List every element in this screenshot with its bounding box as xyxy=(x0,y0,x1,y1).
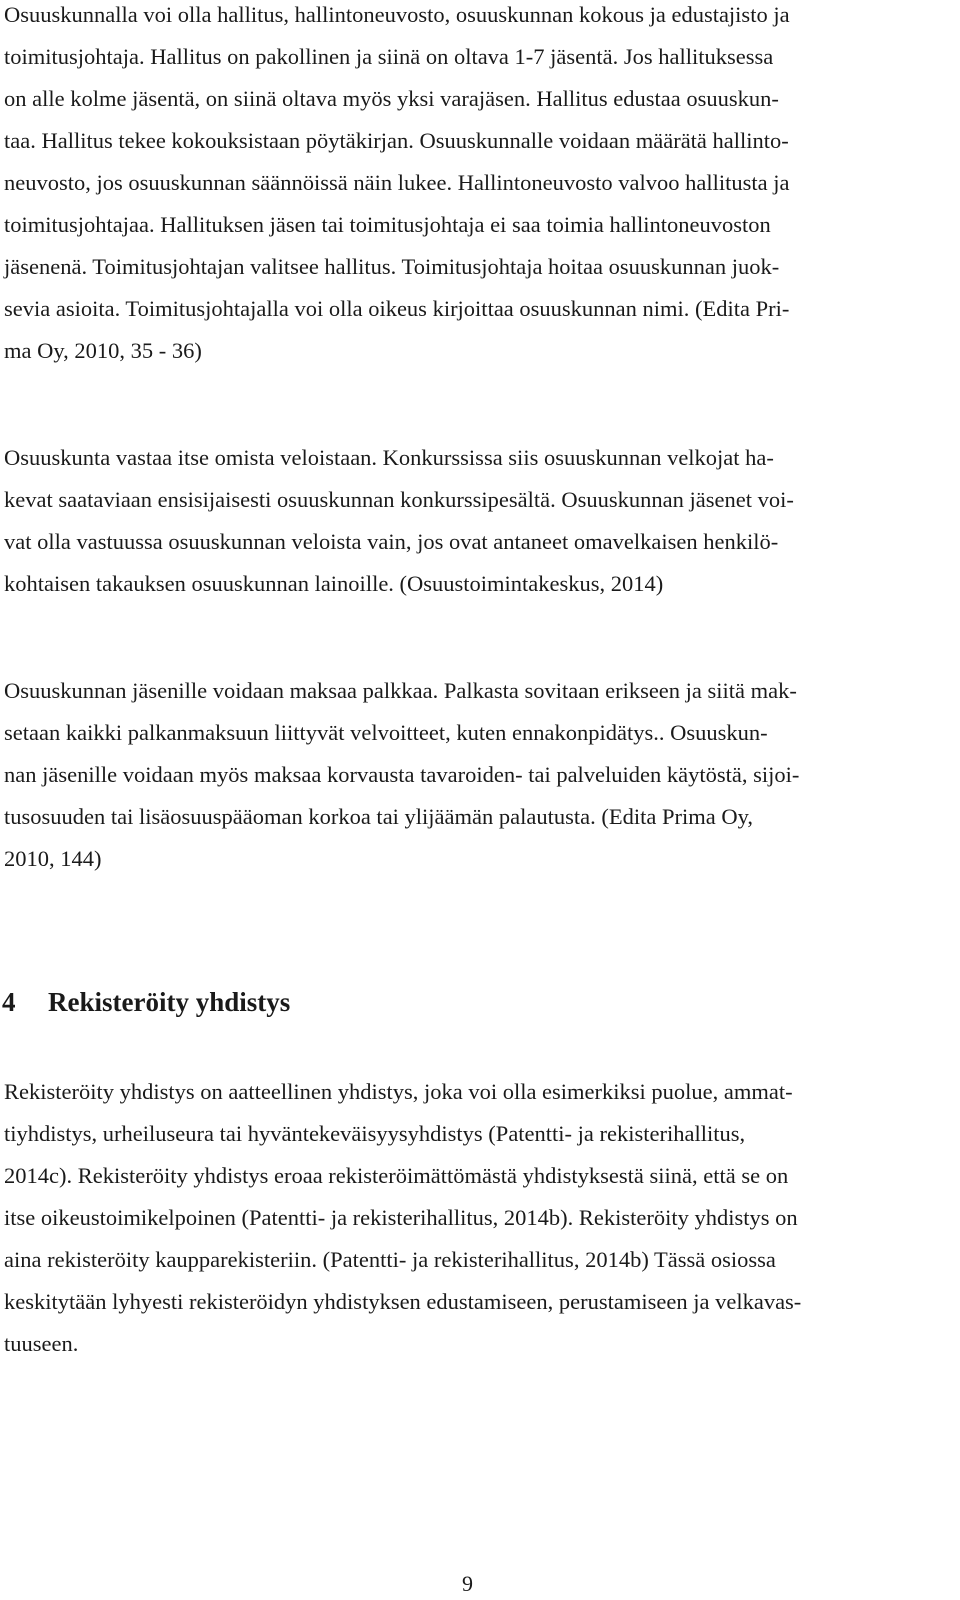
text-line: vat olla vastuussa osuuskunnan veloista vain, jos ovat antaneet omavelkaisen henkilö- xyxy=(4,529,779,554)
text-line: tiyhdistys, urheiluseura tai hyväntekeväisyysyhdistys (Patentti- ja rekisterihallitus, xyxy=(4,1121,746,1146)
text-line: tuuseen. xyxy=(4,1331,79,1356)
text-line: jäsenenä. Toimitusjohtajan valitsee hallitus. Toimitusjohtaja hoitaa osuuskunnan juok- xyxy=(4,254,780,279)
text-line: on alle kolme jäsentä, on siinä oltava myös yksi varajäsen. Hallitus edustaa osuuskun- xyxy=(4,86,779,111)
text-line: nan jäsenille voidaan myös maksaa korvausta tavaroiden- tai palveluiden käytöstä, sijoi- xyxy=(4,762,800,787)
text-line: aina rekisteröity kaupparekisteriin. (Patentti- ja rekisterihallitus, 2014b) Tässä osiossa xyxy=(4,1247,776,1272)
text-line: Osuuskunnan jäsenille voidaan maksaa palkkaa. Palkasta sovitaan erikseen ja siitä mak- xyxy=(4,678,797,703)
text-line: taa. Hallitus tekee kokouksistaan pöytäkirjan. Osuuskunnalle voidaan määrätä hallinto- xyxy=(4,128,789,153)
text-line: kohtaisen takauksen osuuskunnan lainoille. (Osuustoimintakeskus, 2014) xyxy=(4,571,664,596)
text-line: toimitusjohtajaa. Hallituksen jäsen tai toimitusjohtaja ei saa toimia hallintoneuvoston xyxy=(4,212,771,237)
text-line: ma Oy, 2010, 35 - 36) xyxy=(4,338,202,363)
text-line: itse oikeustoimikelpoinen (Patentti- ja rekisterihallitus, 2014b). Rekisteröity yhdistys on xyxy=(4,1205,798,1230)
section-title: Rekisteröity yhdistys xyxy=(48,987,291,1017)
text-line: Osuuskunta vastaa itse omista veloistaan. Konkurssissa siis osuuskunnan velkojat ha- xyxy=(4,445,774,470)
text-line: neuvosto, jos osuuskunnan säännöissä näin lukee. Hallintoneuvosto valvoo hallitusta ja xyxy=(4,170,790,195)
text-line: keskitytään lyhyesti rekisteröidyn yhdistyksen edustamiseen, perustamiseen ja velkavas- xyxy=(4,1289,802,1314)
text-line: Rekisteröity yhdistys on aatteellinen yhdistys, joka voi olla esimerkiksi puolue, ammat- xyxy=(4,1079,793,1104)
section-heading xyxy=(2,984,290,1020)
text-line: sevia asioita. Toimitusjohtajalla voi olla oikeus kirjoittaa osuuskunnan nimi. (Edita Pri- xyxy=(4,296,790,321)
text-line: tusosuuden tai lisäosuuspääoman korkoa tai ylijäämän palautusta. (Edita Prima Oy, xyxy=(4,804,753,829)
page-number: 9 xyxy=(462,1571,473,1596)
text-line: 2014c). Rekisteröity yhdistys eroaa rekisteröimättömästä yhdistyksestä siinä, että se on xyxy=(4,1163,789,1188)
text-line: 2010, 144) xyxy=(4,846,102,871)
text-line: setaan kaikki palkanmaksuun liittyvät velvoitteet, kuten ennakonpidätys.. Osuuskun- xyxy=(4,720,768,745)
section-number: 4 xyxy=(2,987,16,1017)
text-line: Osuuskunnalla voi olla hallitus, hallintoneuvosto, osuuskunnan kokous ja edustajisto ja xyxy=(4,2,790,27)
text-line: toimitusjohtaja. Hallitus on pakollinen ja siinä on oltava 1-7 jäsentä. Jos hallituksessa xyxy=(4,44,774,69)
text-line: kevat saataviaan ensisijaisesti osuuskunnan konkurssipesältä. Osuuskunnan jäsenet voi- xyxy=(4,487,794,512)
